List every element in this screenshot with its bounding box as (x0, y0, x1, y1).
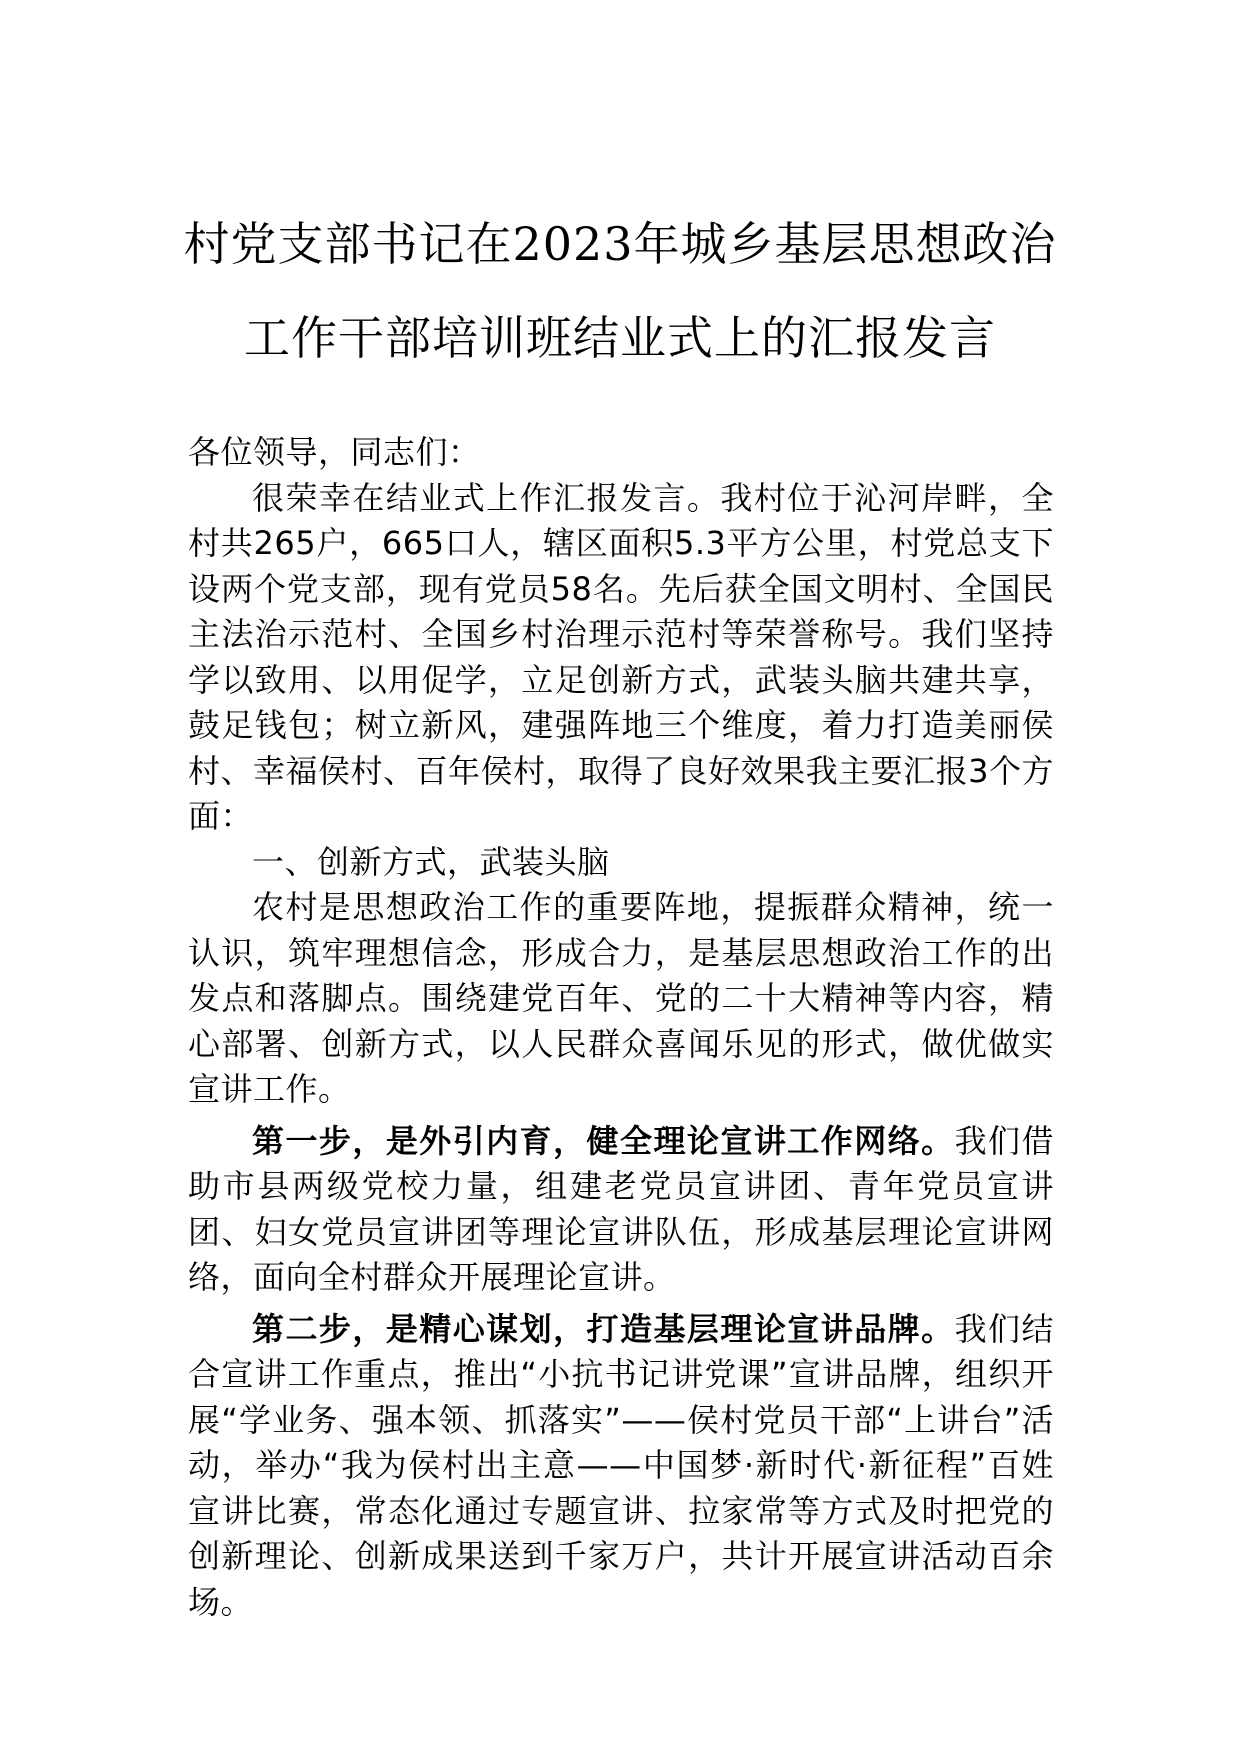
title-line-1: 村党支部书记在2023年城乡基层思想政治 (183, 217, 1057, 271)
intro-paragraph: 很荣幸在结业式上作汇报发言。我村位于沁河岸畔，全村共265户，665口人，辖区面积5.3平方公里，村党总支下设两个党支部，现有党员58名。先后获全国文明村、全国民主法治示范村、全国乡村治理示范村等荣誉称号。我们坚持学以致用、以用促学，立足创新方式，武装头脑共建共享，鼓足钱包；树立新风，建强阵地三个维度，着力打造美丽侯村、幸福侯村、百年侯村，取得了良好效果我主要汇报3个方面： (188, 478, 1054, 835)
title-line-2: 工作干部培训班结业式上的汇报发言 (244, 311, 996, 365)
step-2-text: 我们结合宣讲工作重点，推出“小抗书记讲党课”宣讲品牌，组织开展“学业务、强本领、抓落实”——侯村党员干部“上讲台”活动，举办“我为侯村出主意——中国梦·新时代·新征程”百姓宣讲比赛，常态化通过专题宣讲、拉家常等方式及时把党的创新理论、创新成果送到千家万户，共计开展宣讲活动百余场。 (188, 1309, 1054, 1621)
section-1-paragraph: 农村是思想政治工作的重要阵地，提振群众精神，统一认识，筑牢理想信念，形成合力，是基层思想政治工作的出发点和落脚点。围绕建党百年、党的二十大精神等内容，精心部署、创新方式，以人民群众喜闻乐见的形式，做优做实宣讲工作。 (188, 888, 1054, 1108)
step-1-lead: 第一步，是外引内育，健全理论宣讲工作网络。 (252, 1121, 955, 1160)
step-2-lead: 第二步，是精心谋划，打造基层理论宣讲品牌。 (252, 1309, 955, 1348)
document-body (188, 430, 1054, 1625)
step-1-text: 我们借助市县两级党校力量，组建老党员宣讲团、青年党员宣讲团、妇女党员宣讲团等理论宣讲队伍，形成基层理论宣讲网络，面向全村群众开展理论宣讲。 (188, 1121, 1054, 1296)
step-2-paragraph (188, 1307, 1054, 1626)
section-1-heading: 一、创新方式，武装头脑 (252, 842, 610, 881)
salutation: 各位领导，同志们： (188, 433, 481, 471)
step-1-paragraph (188, 1119, 1054, 1301)
